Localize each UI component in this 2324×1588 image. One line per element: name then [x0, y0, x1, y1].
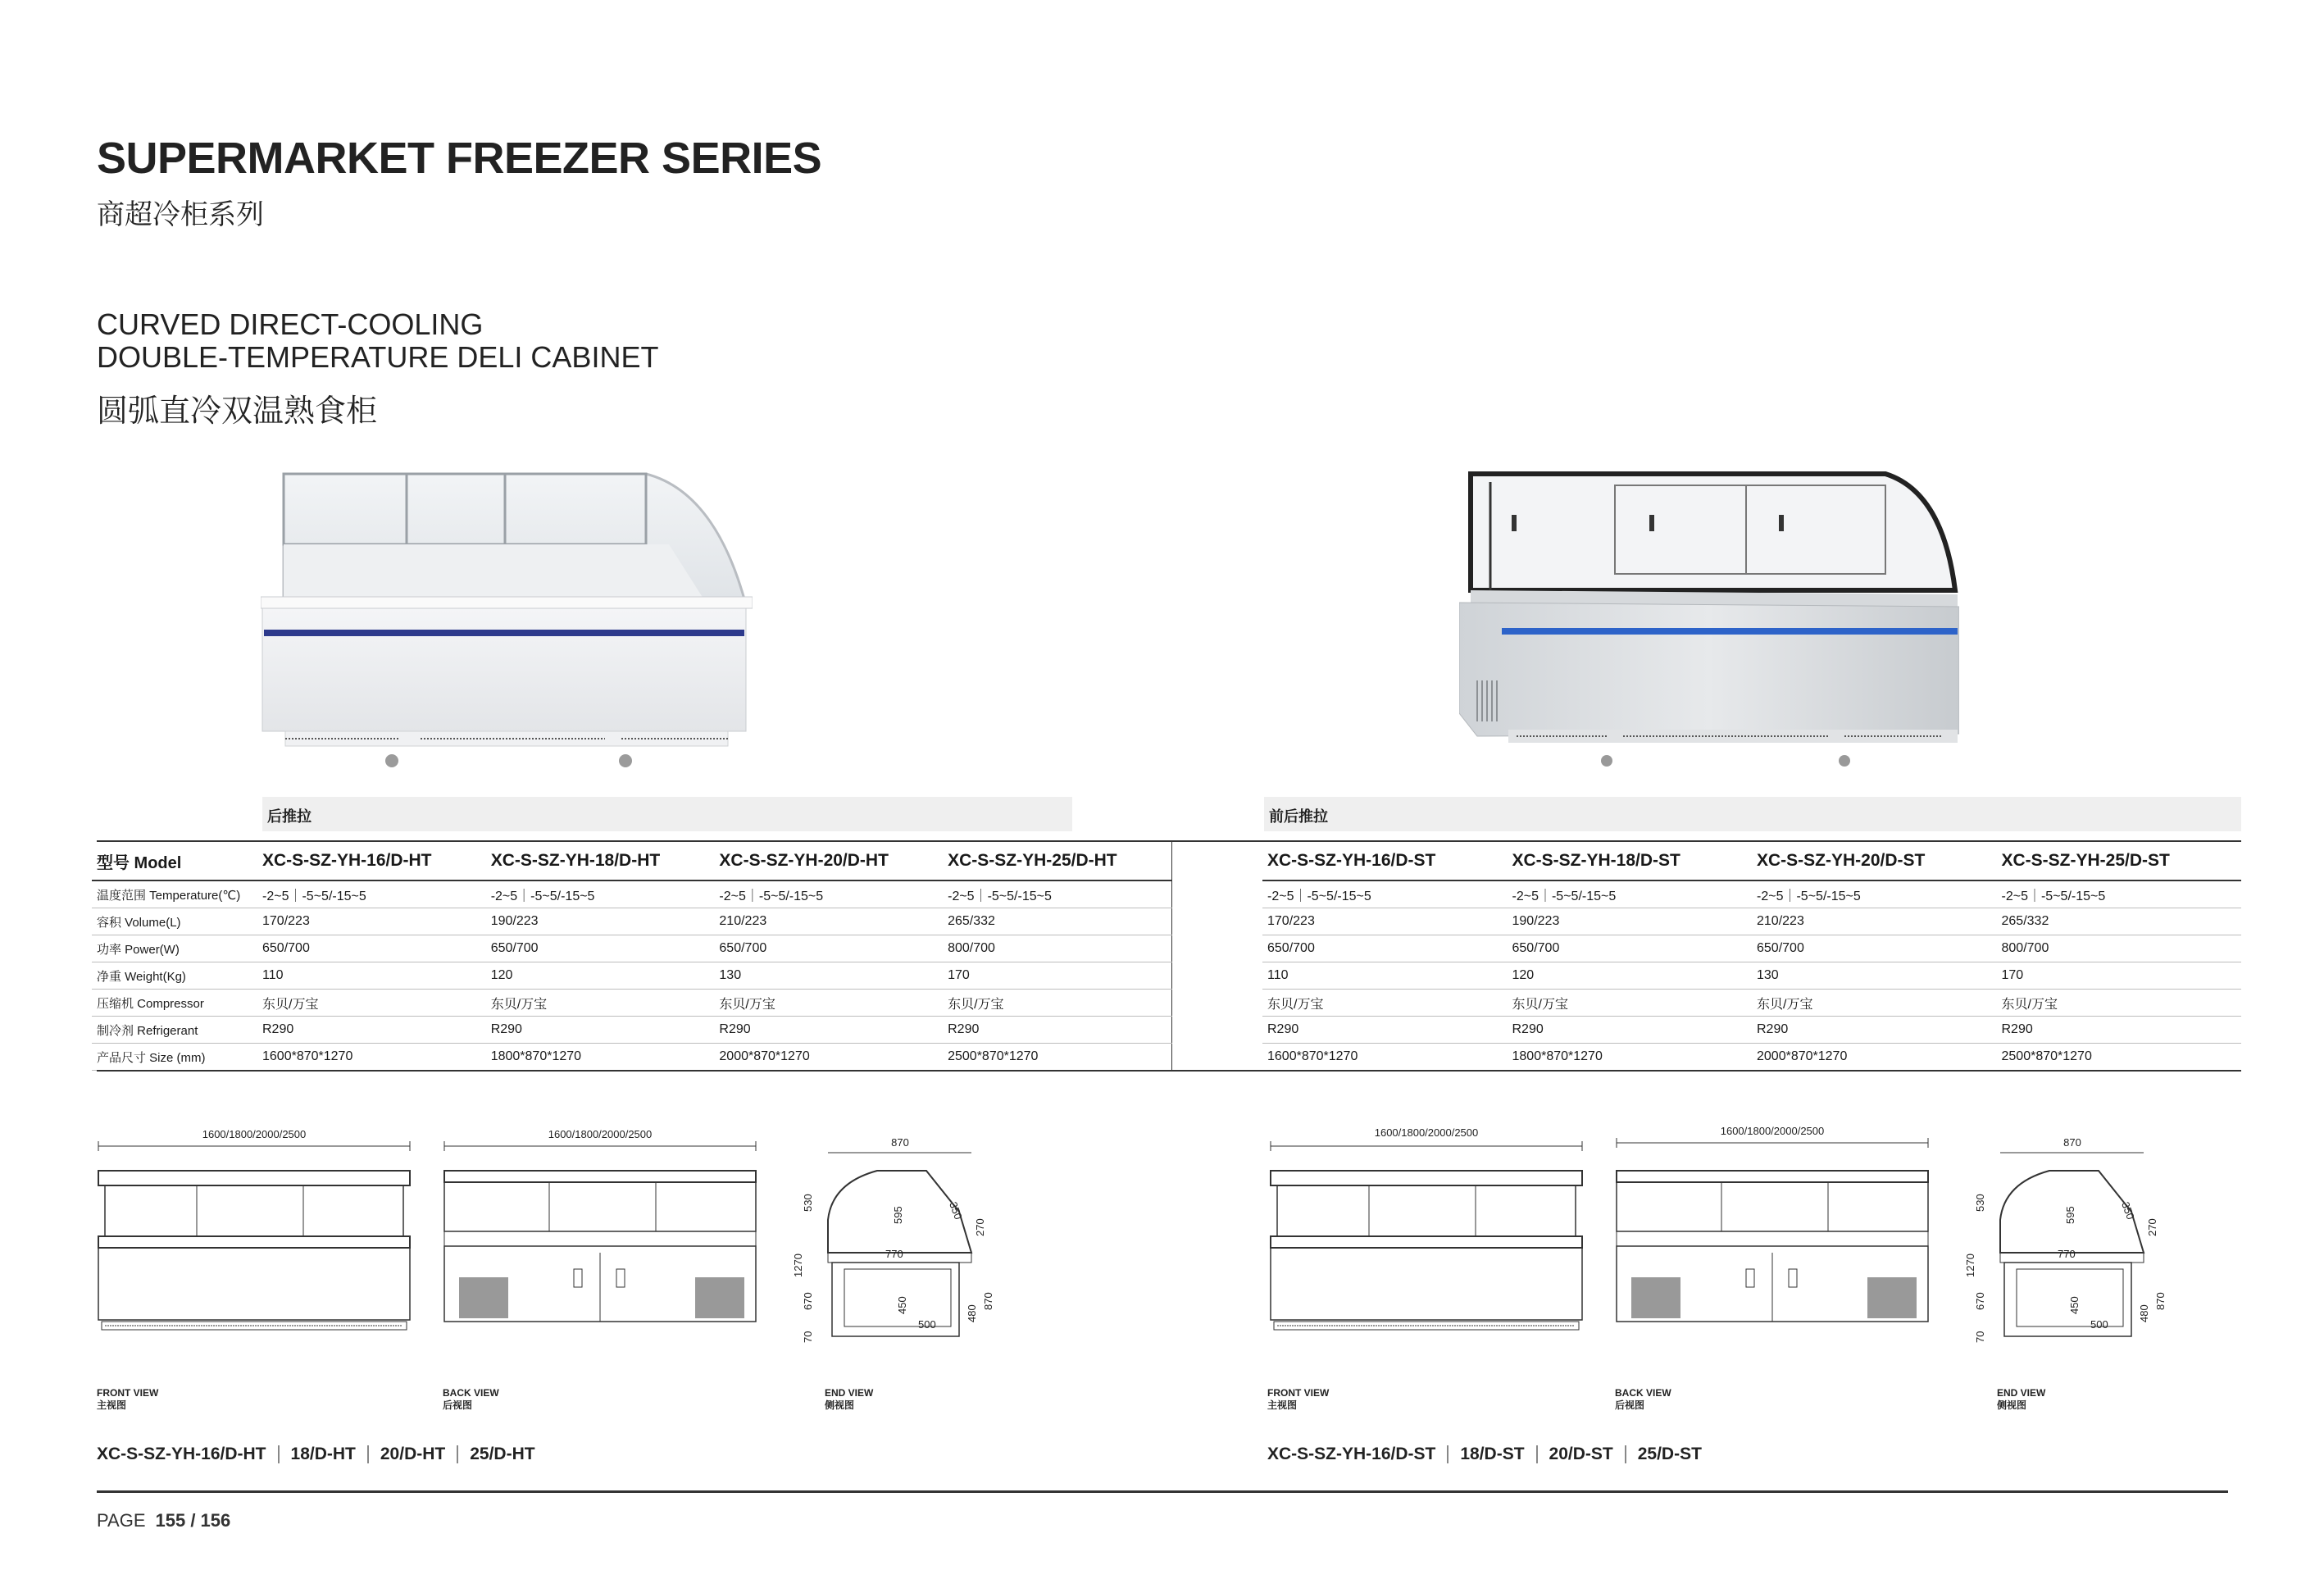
table-bottom-rule	[97, 1070, 2241, 1072]
cell-value: 800/700	[1997, 935, 2242, 962]
table-row	[92, 1044, 1172, 1071]
end-dim: 70	[1974, 1331, 1986, 1343]
separator	[278, 1445, 280, 1463]
end-dim: 500	[918, 1318, 936, 1331]
cell-value: 110	[1262, 962, 1508, 990]
page-count: 155 / 156	[155, 1510, 231, 1531]
end-dim: 350	[2119, 1199, 2137, 1222]
cell-value: -2~5｜-5~5/-15~5	[1508, 880, 1753, 908]
cell-value: 650/700	[1752, 935, 1997, 962]
table-row	[1262, 935, 2241, 962]
footer-rule	[97, 1490, 2228, 1493]
model-name: XC-S-SZ-YH-25/D-HT	[943, 842, 1171, 880]
label-en: FRONT VIEW	[1267, 1387, 1330, 1399]
end-view-drawing	[1964, 1136, 2167, 1343]
variant-band-rear-sliding	[262, 797, 1072, 831]
end-dim: 670	[802, 1292, 814, 1310]
cell-value: 1600*870*1270	[257, 1044, 486, 1071]
model-header-label: 型号 Model	[92, 842, 257, 880]
cell-value: 1600*870*1270	[1262, 1044, 1508, 1071]
table-row	[1262, 990, 2241, 1017]
band-label: 前后推拉	[1269, 808, 1328, 825]
front-width-dim: 1600/1800/2000/2500	[1374, 1126, 1479, 1139]
label-cn: 侧视图	[825, 1399, 855, 1411]
page-title: SUPERMARKET FREEZER SERIES	[97, 134, 822, 183]
model-name: XC-S-SZ-YH-16/D-ST	[1262, 842, 1508, 880]
cell-value: 东贝/万宝	[486, 990, 715, 1017]
separator	[1625, 1445, 1626, 1463]
band-label: 后推拉	[267, 808, 312, 825]
label-cn: 侧视图	[1997, 1399, 2027, 1411]
model-name: XC-S-SZ-YH-18/D-HT	[486, 842, 715, 880]
cell-value: 东贝/万宝	[714, 990, 943, 1017]
cell-value: 800/700	[943, 935, 1171, 962]
end-view-drawing	[792, 1136, 994, 1343]
cell-value: 2000*870*1270	[714, 1044, 943, 1071]
table-row	[1262, 880, 2241, 908]
end-dim: 530	[1974, 1194, 1986, 1212]
spec-table-front-rear-sliding	[1262, 842, 2241, 1071]
row-label: 产品尺寸 Size (mm)	[92, 1044, 257, 1071]
row-label: 压缩机 Compressor	[92, 990, 257, 1017]
label-cn: 后视图	[1615, 1399, 1645, 1411]
cell-value: 东贝/万宝	[1262, 990, 1508, 1017]
end-width-dim: 870	[891, 1136, 909, 1149]
separator	[367, 1445, 369, 1463]
back-view-drawing	[1617, 1125, 1928, 1322]
cell-value: -2~5｜-5~5/-15~5	[1752, 880, 1997, 908]
cell-value: 2000*870*1270	[1752, 1044, 1997, 1071]
end-dim: 595	[892, 1206, 904, 1224]
row-label: 净重 Weight(Kg)	[92, 962, 257, 990]
end-dim: 270	[974, 1218, 986, 1236]
cell-value: 190/223	[486, 908, 715, 935]
product-photo-rear-sliding	[261, 459, 753, 775]
model-list-item: 20/D-ST	[1549, 1445, 1613, 1463]
table-row	[1262, 1017, 2241, 1044]
end-view-label	[1997, 1387, 2045, 1412]
front-width-dim: 1600/1800/2000/2500	[202, 1128, 307, 1140]
end-dim: 770	[2058, 1248, 2076, 1260]
cell-value: -2~5｜-5~5/-15~5	[1997, 880, 2242, 908]
row-label: 容积 Volume(L)	[92, 908, 257, 935]
cell-value: 190/223	[1508, 908, 1753, 935]
model-list-item: XC-S-SZ-YH-16/D-HT	[97, 1445, 266, 1463]
cell-value: R290	[257, 1017, 486, 1044]
back-view-label	[443, 1387, 499, 1412]
cell-value: R290	[1262, 1017, 1508, 1044]
end-dim: 670	[1974, 1292, 1986, 1310]
end-dim: 350	[947, 1199, 965, 1222]
label-en: BACK VIEW	[443, 1387, 499, 1399]
cell-value: 210/223	[714, 908, 943, 935]
cell-value: 东贝/万宝	[1508, 990, 1753, 1017]
cell-value: 120	[1508, 962, 1753, 990]
label-en: FRONT VIEW	[97, 1387, 159, 1399]
end-dim: 450	[2068, 1296, 2081, 1314]
cell-value: 170	[1997, 962, 2242, 990]
cell-value: 170/223	[257, 908, 486, 935]
end-dim: 770	[885, 1248, 903, 1260]
table-row	[1262, 908, 2241, 935]
cell-value: 210/223	[1752, 908, 1997, 935]
cell-value: 东贝/万宝	[943, 990, 1171, 1017]
end-view-label	[825, 1387, 873, 1412]
label-cn: 后视图	[443, 1399, 473, 1411]
table-row	[92, 990, 1172, 1017]
page-subtitle-cn: 商超冷柜系列	[97, 199, 264, 230]
table-row	[92, 908, 1172, 935]
model-list-item: 18/D-HT	[290, 1445, 356, 1463]
front-view-label	[97, 1387, 158, 1412]
page-number	[97, 1510, 230, 1531]
cell-value: 2500*870*1270	[1997, 1044, 2242, 1071]
technical-drawings-rear-sliding	[90, 1122, 1033, 1367]
cell-value: 东贝/万宝	[1752, 990, 1997, 1017]
cell-value: 650/700	[1508, 935, 1753, 962]
table-row	[1262, 1044, 2241, 1071]
cell-value: -2~5｜-5~5/-15~5	[486, 880, 715, 908]
front-view-drawing	[98, 1128, 410, 1330]
model-list-front-rear-sliding	[1267, 1445, 1702, 1464]
end-dim: 270	[2146, 1218, 2158, 1236]
model-name: XC-S-SZ-YH-20/D-ST	[1752, 842, 1997, 880]
cell-value: 2500*870*1270	[943, 1044, 1171, 1071]
model-name: XC-S-SZ-YH-25/D-ST	[1997, 842, 2242, 880]
product-photo-front-rear-sliding	[1459, 467, 1959, 771]
model-name: XC-S-SZ-YH-16/D-HT	[257, 842, 486, 880]
end-dim: 480	[2138, 1304, 2150, 1322]
spec-table-rear-sliding	[92, 842, 1172, 1071]
table-row	[92, 935, 1172, 962]
label-cn: 主视图	[97, 1399, 127, 1411]
label-en: BACK VIEW	[1615, 1387, 1671, 1399]
separator	[457, 1445, 458, 1463]
model-list-rear-sliding	[97, 1445, 535, 1464]
page-word: PAGE	[97, 1510, 146, 1531]
table-row	[92, 1017, 1172, 1044]
table-header-row	[92, 842, 1172, 880]
cell-value: 650/700	[1262, 935, 1508, 962]
row-label: 功率 Power(W)	[92, 935, 257, 962]
model-name: XC-S-SZ-YH-20/D-HT	[714, 842, 943, 880]
cell-value: 1800*870*1270	[1508, 1044, 1753, 1071]
product-title-line-1: CURVED DIRECT-COOLING	[97, 307, 484, 341]
model-list-item: 18/D-ST	[1460, 1445, 1525, 1463]
end-dim: 870	[2154, 1292, 2167, 1310]
cell-value: -2~5｜-5~5/-15~5	[257, 880, 486, 908]
cell-value: 170/223	[1262, 908, 1508, 935]
cell-value: R290	[714, 1017, 943, 1044]
front-view-label	[1267, 1387, 1329, 1412]
cell-value: 东贝/万宝	[257, 990, 486, 1017]
cell-value: 110	[257, 962, 486, 990]
cell-value: 130	[1752, 962, 1997, 990]
back-width-dim: 1600/1800/2000/2500	[1720, 1125, 1825, 1137]
end-dim: 70	[802, 1331, 814, 1343]
cell-value: -2~5｜-5~5/-15~5	[943, 880, 1171, 908]
back-view-label	[1615, 1387, 1671, 1412]
cell-value: R290	[1508, 1017, 1753, 1044]
back-view-drawing	[444, 1128, 756, 1322]
table-row	[92, 962, 1172, 990]
end-dim: 450	[896, 1296, 908, 1314]
cell-value: 170	[943, 962, 1171, 990]
back-width-dim: 1600/1800/2000/2500	[548, 1128, 653, 1140]
row-label: 温度范围 Temperature(℃)	[92, 880, 257, 908]
label-en: END VIEW	[1997, 1387, 2046, 1399]
end-dim: 870	[982, 1292, 994, 1310]
variant-band-front-rear-sliding	[1264, 797, 2241, 831]
cell-value: R290	[1752, 1017, 1997, 1044]
model-list-item: XC-S-SZ-YH-16/D-ST	[1267, 1445, 1436, 1463]
cell-value: -2~5｜-5~5/-15~5	[1262, 880, 1508, 908]
cell-value: 265/332	[943, 908, 1171, 935]
model-name: XC-S-SZ-YH-18/D-ST	[1508, 842, 1753, 880]
end-dim: 480	[966, 1304, 978, 1322]
end-dim: 1270	[1964, 1254, 1976, 1277]
product-title-cn: 圆弧直冷双温熟食柜	[97, 394, 378, 429]
separator	[1536, 1445, 1538, 1463]
table-row	[1262, 962, 2241, 990]
cell-value: R290	[943, 1017, 1171, 1044]
end-dim: 500	[2090, 1318, 2108, 1331]
model-list-item: 25/D-ST	[1637, 1445, 1702, 1463]
separator	[1447, 1445, 1449, 1463]
front-view-drawing	[1271, 1126, 1582, 1330]
end-width-dim: 870	[2063, 1136, 2081, 1149]
cell-value: -2~5｜-5~5/-15~5	[714, 880, 943, 908]
end-dim: 1270	[792, 1254, 804, 1277]
table-header-row	[1262, 842, 2241, 880]
cell-value: 650/700	[714, 935, 943, 962]
model-list-item: 20/D-HT	[380, 1445, 446, 1463]
cell-value: 650/700	[486, 935, 715, 962]
cell-value: 130	[714, 962, 943, 990]
technical-drawings-front-rear-sliding	[1262, 1118, 2205, 1364]
row-label: 制冷剂 Refrigerant	[92, 1017, 257, 1044]
cell-value: 1800*870*1270	[486, 1044, 715, 1071]
end-dim: 530	[802, 1194, 814, 1212]
cell-value: R290	[486, 1017, 715, 1044]
product-title-line-2: DOUBLE-TEMPERATURE DELI CABINET	[97, 340, 659, 374]
cell-value: 265/332	[1997, 908, 2242, 935]
cell-value: 650/700	[257, 935, 486, 962]
cell-value: 120	[486, 962, 715, 990]
cell-value: R290	[1997, 1017, 2242, 1044]
end-dim: 595	[2064, 1206, 2076, 1224]
table-row	[92, 880, 1172, 908]
label-cn: 主视图	[1267, 1399, 1298, 1411]
model-list-item: 25/D-HT	[470, 1445, 535, 1463]
cell-value: 东贝/万宝	[1997, 990, 2242, 1017]
label-en: END VIEW	[825, 1387, 874, 1399]
